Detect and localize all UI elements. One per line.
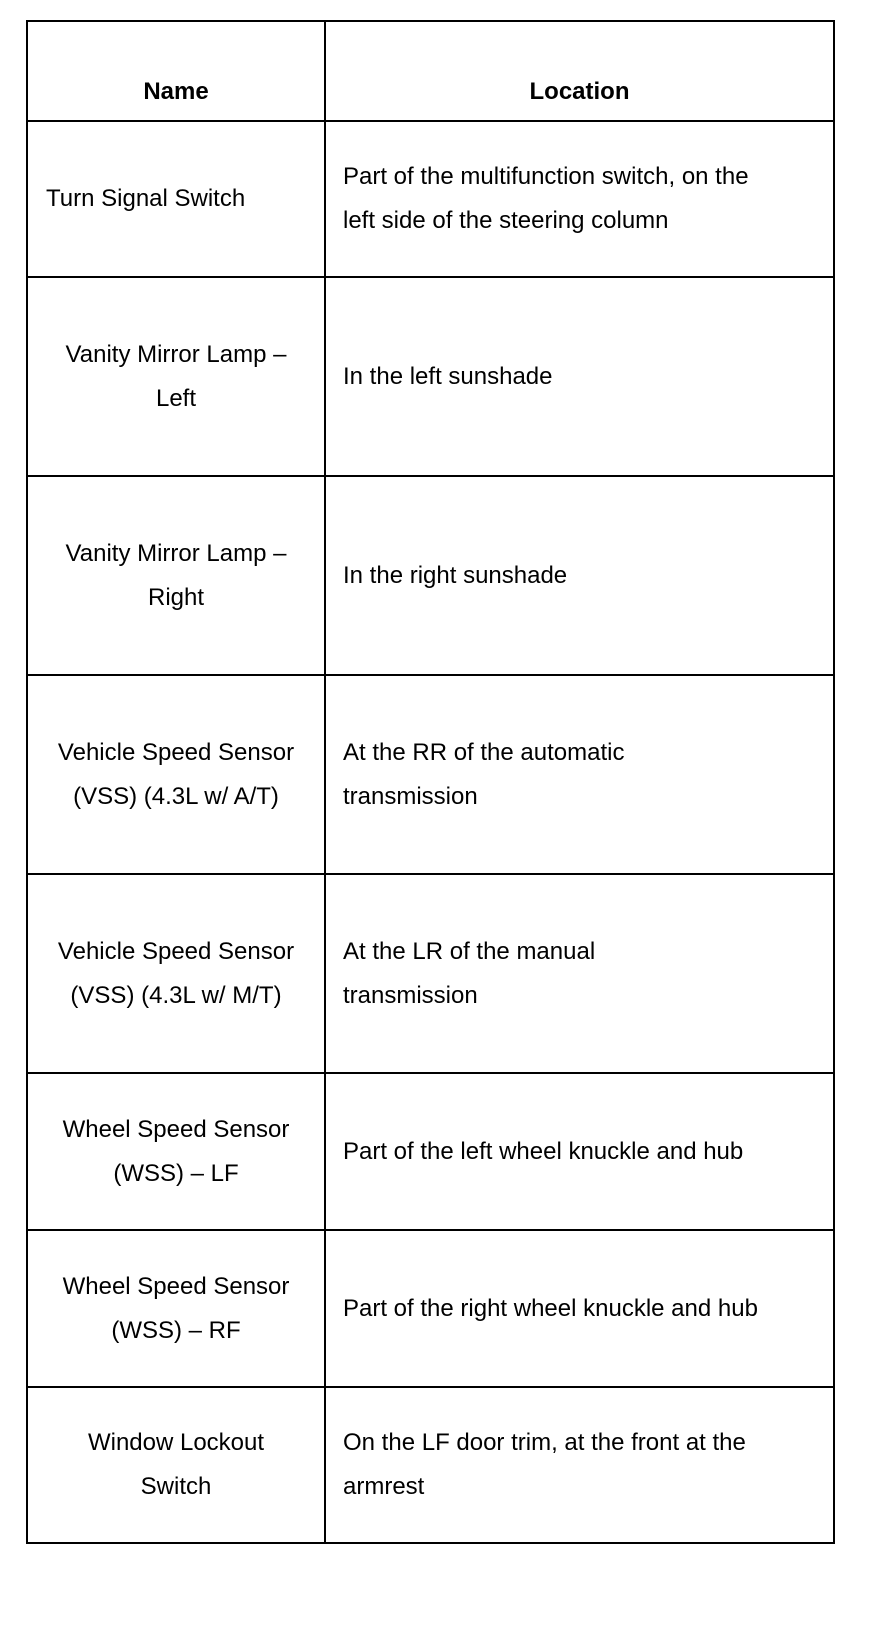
row-location-cell xyxy=(325,277,834,476)
component-location-table xyxy=(26,20,835,1544)
row-location: At the LR of the manual transmission xyxy=(343,937,596,1009)
table-row xyxy=(27,121,834,277)
row-location: Part of the left wheel knuckle and hub xyxy=(343,1137,744,1165)
row-name-cell xyxy=(27,121,325,277)
header-name: Name xyxy=(27,21,325,121)
row-location: At the RR of the automatic transmission xyxy=(343,738,625,810)
row-name-cell xyxy=(27,1073,325,1230)
table-row xyxy=(27,1073,834,1230)
row-location: On the LF door trim, at the front at the armrest xyxy=(343,1429,746,1500)
table-row xyxy=(27,1387,834,1543)
row-name: Vehicle Speed Sensor (VSS) (4.3L w/ A/T) xyxy=(57,738,295,810)
row-name: Vanity Mirror Lamp – Left xyxy=(65,340,287,412)
row-location-cell xyxy=(325,476,834,675)
row-location-cell xyxy=(325,1073,834,1230)
row-location: Part of the right wheel knuckle and hub xyxy=(343,1294,758,1322)
row-name: Vehicle Speed Sensor (VSS) (4.3L w/ M/T) xyxy=(57,937,295,1009)
row-name: Turn Signal Switch xyxy=(46,185,246,212)
row-location: Part of the multifunction switch, on the left side of the steering column xyxy=(343,163,749,234)
row-name-cell xyxy=(27,277,325,476)
row-name-cell xyxy=(27,1387,325,1543)
row-location: In the right sunshade xyxy=(343,561,568,589)
row-name: Window Lockout Switch xyxy=(87,1429,265,1500)
table-row xyxy=(27,476,834,675)
row-name: Wheel Speed Sensor (WSS) – RF xyxy=(62,1272,290,1344)
row-location-cell xyxy=(325,121,834,277)
row-location-cell xyxy=(325,1230,834,1387)
row-location: In the left sunshade xyxy=(343,362,553,390)
row-name-cell xyxy=(27,1230,325,1387)
row-name-cell xyxy=(27,874,325,1073)
table-row xyxy=(27,277,834,476)
table-header-row xyxy=(27,21,834,121)
row-location-cell xyxy=(325,675,834,874)
table-row xyxy=(27,874,834,1073)
row-name-cell xyxy=(27,675,325,874)
row-name: Wheel Speed Sensor (WSS) – LF xyxy=(62,1115,290,1187)
table-row xyxy=(27,1230,834,1387)
row-location-cell xyxy=(325,874,834,1073)
table-row xyxy=(27,675,834,874)
row-name: Vanity Mirror Lamp – Right xyxy=(65,539,287,611)
row-location-cell xyxy=(325,1387,834,1543)
row-name-cell xyxy=(27,476,325,675)
header-location: Location xyxy=(325,21,834,121)
